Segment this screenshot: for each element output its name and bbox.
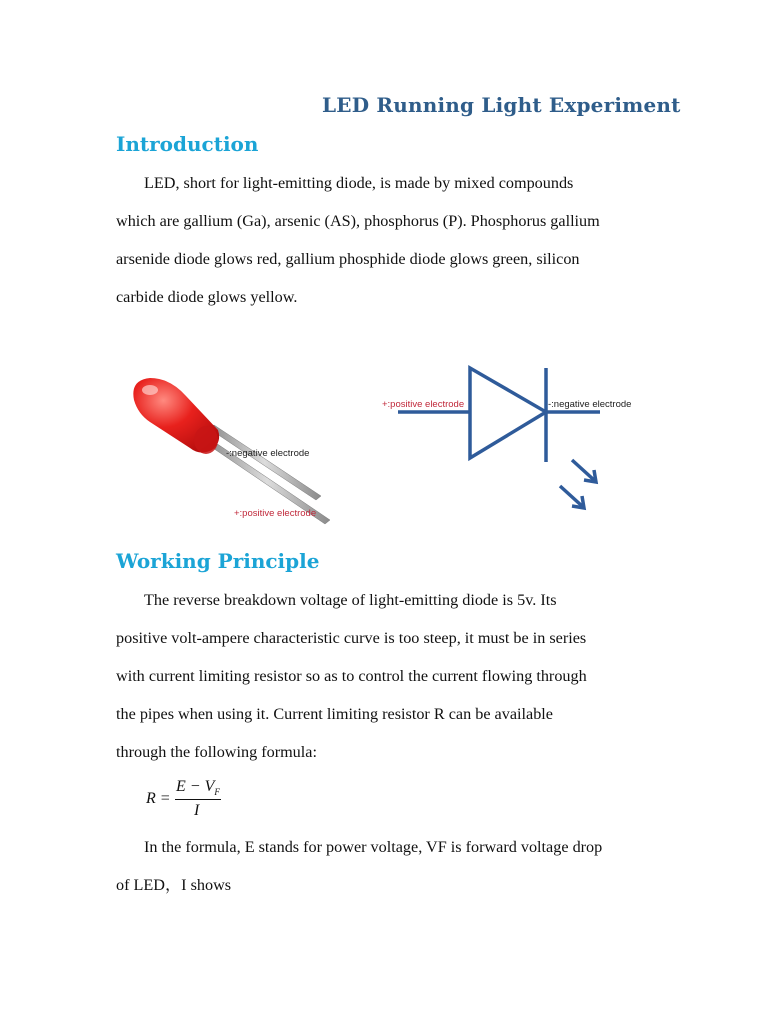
explanation-line-1: In the formula, E stands for power voltage, VF is forward voltage drop [144,838,603,856]
intro-line-4: carbide diode glows yellow. [116,288,298,306]
diode-symbol [398,368,600,462]
section-heading-introduction: Introduction [116,132,259,156]
intro-line-1: LED, short for light-emitting diode, is made by mixed compounds [144,174,574,192]
formula-numerator-text: E − V [176,778,215,795]
diode-positive-label: +:positive electrode [382,399,465,410]
principle-line-1: The reverse breakdown voltage of light-emitting diode is 5v. Its [144,591,557,609]
formula-lhs: R = [146,790,171,807]
intro-line-3: arsenide diode glows red, gallium phosphide diode glows green, silicon [116,250,580,268]
explanation-line-2: of LED，I shows [116,876,232,894]
formula-denominator: I [194,802,200,819]
principle-line-2: positive volt-ampere characteristic curve is too steep, it must be in series [116,629,587,647]
led-photo-figure [116,370,346,530]
formula-fraction-bar [175,799,221,800]
principle-paragraph [116,581,661,771]
intro-paragraph [116,164,661,316]
formula-explanation-paragraph [116,828,661,904]
diode-negative-label: -:negative electrode [548,399,632,410]
diode-symbol-figure [380,362,650,512]
formula-numerator [176,778,220,797]
light-emission-arrows [560,460,596,508]
page-title: LED Running Light Experiment [322,93,681,117]
principle-line-3: with current limiting resistor so as to control the current flowing through [116,667,587,685]
principle-line-5: through the following formula: [116,743,317,761]
intro-line-2: which are gallium (Ga), arsenic (AS), phosphorus (P). Phosphorus gallium [116,212,600,230]
principle-line-4: the pipes when using it. Current limiting resistor R can be available [116,705,553,723]
led-positive-label: +:positive electrode [234,508,317,519]
led-body [133,378,219,454]
section-heading-working-principle: Working Principle [116,549,320,573]
formula-numerator-subscript: F [214,787,220,798]
led-negative-label: -:negative electrode [226,448,310,459]
